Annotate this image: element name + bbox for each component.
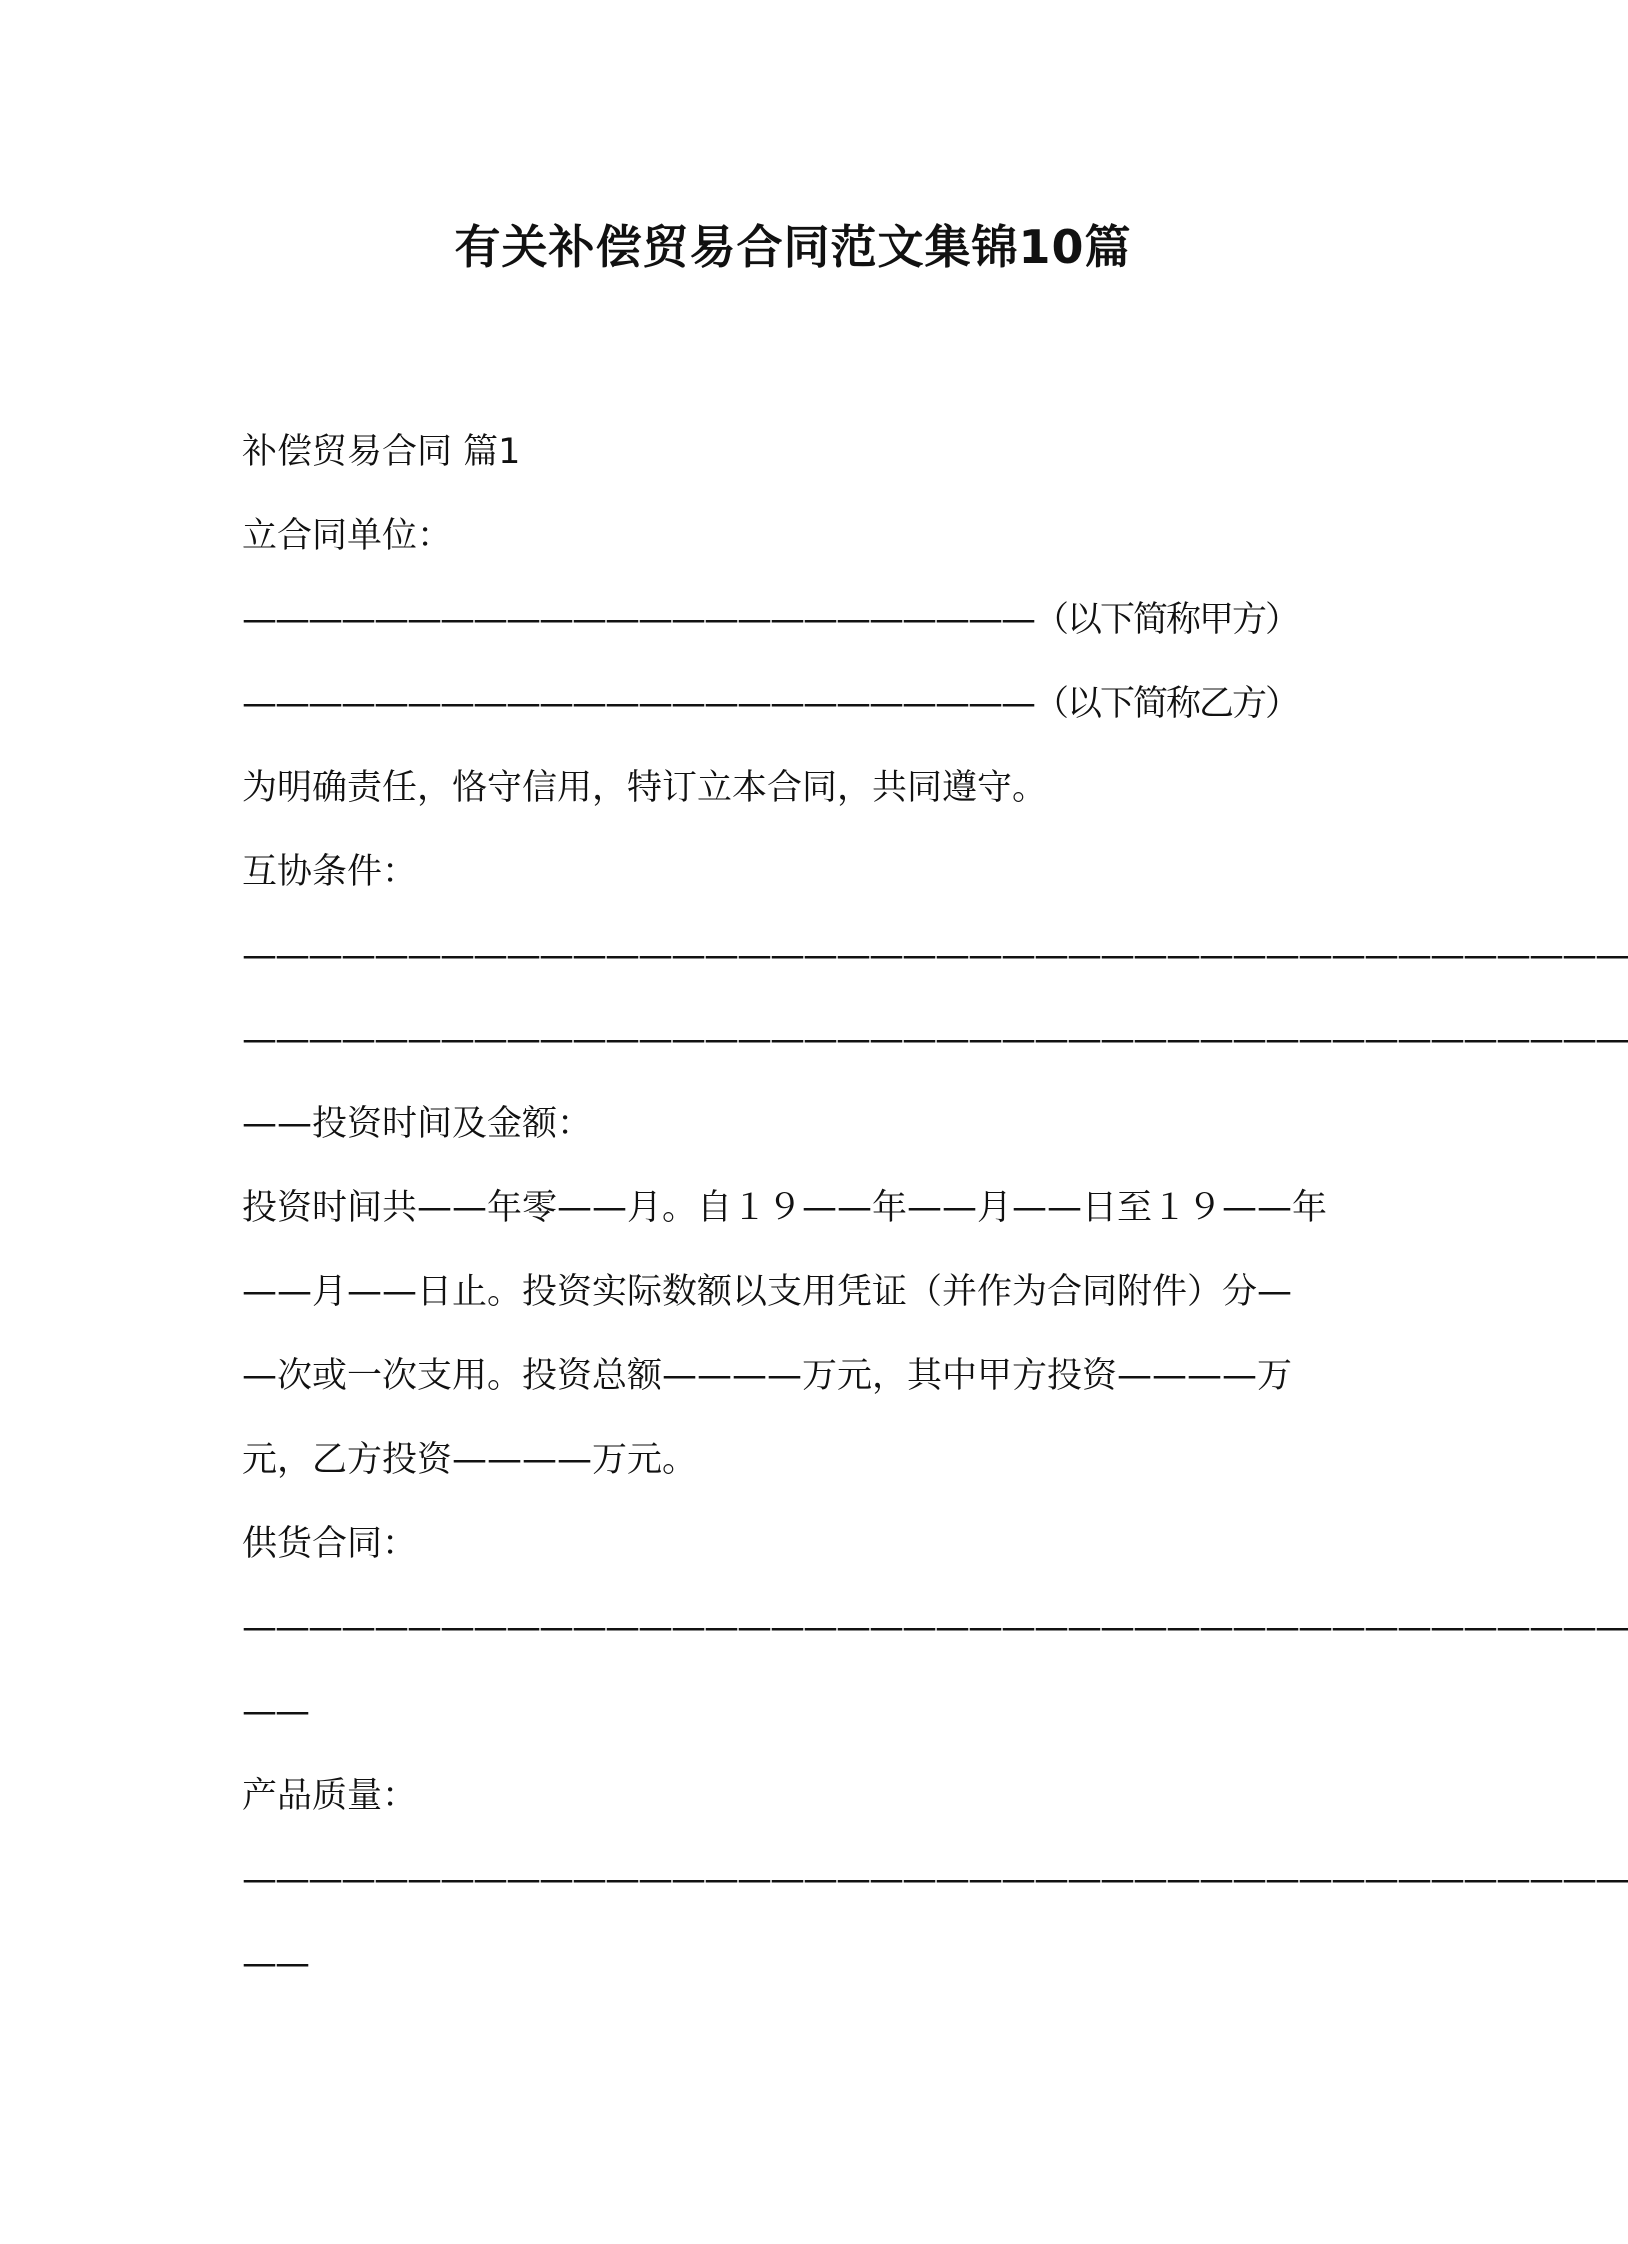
preamble-text: 为明确责任，恪守信用，特订立本合同，共同遵守。 <box>242 768 1048 808</box>
blank-fill-line: —————————————————————————————————————————— <box>242 1608 1628 1648</box>
party-a-line: ————————————————————————（以下简称甲方） <box>242 600 1299 640</box>
section-heading: 补偿贸易合同 篇1 <box>242 432 521 472</box>
party-b-line: ————————————————————————（以下简称乙方） <box>242 684 1299 724</box>
document-title: 有关补偿贸易合同范文集锦10篇 <box>454 220 1132 274</box>
mutual-conditions-label: 互协条件： <box>242 852 418 892</box>
supply-contract-label: 供货合同： <box>242 1524 418 1564</box>
investment-paragraph-line: —次或一次支用。投资总额————万元，其中甲方投资————万 <box>242 1356 1293 1396</box>
blank-fill-line: —————————————————————————————————————————— <box>242 1020 1628 1060</box>
document-body <box>242 410 1628 2006</box>
product-quality-label: 产品质量： <box>242 1776 418 1816</box>
investment-paragraph-line: 投资时间共——年零——月。自１９——年——月——日至１９——年 <box>242 1188 1328 1228</box>
contract-parties-label: 立合同单位： <box>242 516 453 556</box>
blank-fill-line: —— <box>242 1692 308 1732</box>
blank-fill-line: —— <box>242 1944 308 1984</box>
blank-fill-line: —————————————————————————————————————————— <box>242 1860 1628 1900</box>
investment-paragraph-line: ——月——日止。投资实际数额以支用凭证（并作为合同附件）分— <box>242 1272 1293 1312</box>
investment-heading: ——投资时间及金额： <box>242 1104 593 1144</box>
investment-paragraph-line: 元，乙方投资————万元。 <box>242 1440 698 1480</box>
blank-fill-line: —————————————————————————————————————————— <box>242 936 1628 976</box>
